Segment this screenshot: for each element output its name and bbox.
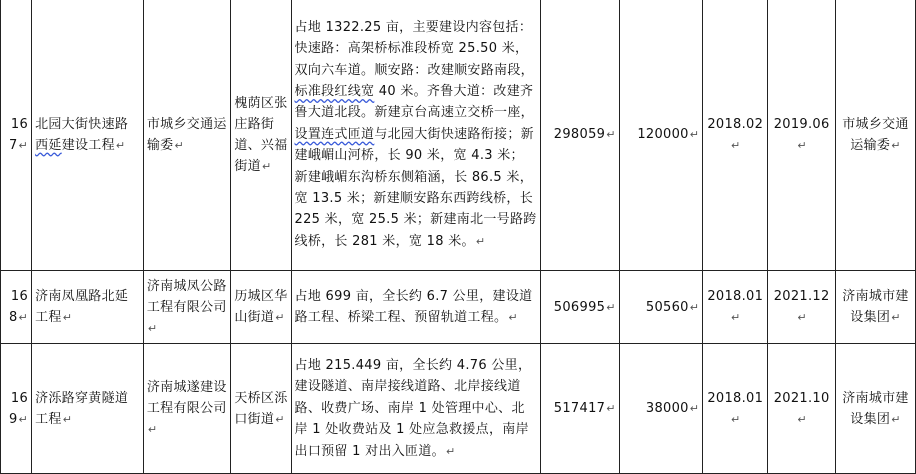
total-investment: 506995↵	[540, 271, 619, 344]
table-row	[1, 271, 916, 344]
start-date: 2018.02↵	[703, 0, 768, 271]
table-row	[1, 0, 916, 271]
end-date: 2021.10↵	[768, 344, 836, 474]
row-index: 169↵	[1, 344, 32, 474]
construction-unit: 济南城遂建设工程有限公司↵	[143, 344, 230, 474]
project-location: 天桥区泺口街道↵	[231, 344, 291, 474]
project-name: 济南凤凰路北延工程↵	[32, 271, 144, 344]
end-date: 2019.06↵	[768, 0, 836, 271]
total-investment: 517417↵	[540, 344, 619, 474]
responsible-unit: 市城乡交通运输委↵	[836, 0, 916, 271]
project-location: 历城区华山街道↵	[231, 271, 291, 344]
project-name: 济泺路穿黄隧道工程↵	[32, 344, 144, 474]
project-name: 北园大街快速路西延建设工程↵	[32, 0, 144, 271]
project-location: 槐荫区张庄路街道、兴福街道↵	[231, 0, 291, 271]
start-date: 2018.01↵	[703, 344, 768, 474]
project-description: 占地 699 亩，全长约 6.7 公里，建设道路工程、桥梁工程、预留轨道工程。↵	[291, 271, 540, 344]
end-date: 2021.12↵	[768, 271, 836, 344]
project-description: 占地 1322.25 亩，主要建设内容包括：快速路：高架桥标准段桥宽 25.50 米，双向六车道。顺安路：改建顺安路南段，标准段红线宽 40 米。齐鲁大道：改建齐鲁大道北段。新建京台高速立交桥一座，设置连式匝道与北园大街快速路衔接；新建峨嵋山河桥，长 90 米，宽 4.3 米；新建峨嵋东沟桥东侧箱涵，长 86.5 米，宽 13.5 米；新建顺安路东西跨线桥，长 225 米，宽 25.5 米；新建南北一号路跨线桥，长 281 米，宽 18 米。↵	[291, 0, 540, 271]
row-index: 168↵	[1, 271, 32, 344]
annual-investment: 50560↵	[619, 271, 703, 344]
responsible-unit: 济南城市建设集团↵	[836, 271, 916, 344]
construction-unit: 济南城凤公路工程有限公司↵	[143, 271, 230, 344]
construction-unit: 市城乡交通运输委↵	[143, 0, 230, 271]
annual-investment: 38000↵	[619, 344, 703, 474]
total-investment: 298059↵	[540, 0, 619, 271]
project-description: 占地 215.449 亩，全长约 4.76 公里，建设隧道、南岸接线道路、北岸接线道路、收费广场、南岸 1 处管理中心、北岸 1 处收费站及 1 处应急救援点，南岸出口预留 1 对出入匝道。↵	[291, 344, 540, 474]
start-date: 2018.01↵	[703, 271, 768, 344]
responsible-unit: 济南城市建设集团↵	[836, 344, 916, 474]
table-row	[1, 344, 916, 474]
row-index: 167↵	[1, 0, 32, 271]
annual-investment: 120000↵	[619, 0, 703, 271]
